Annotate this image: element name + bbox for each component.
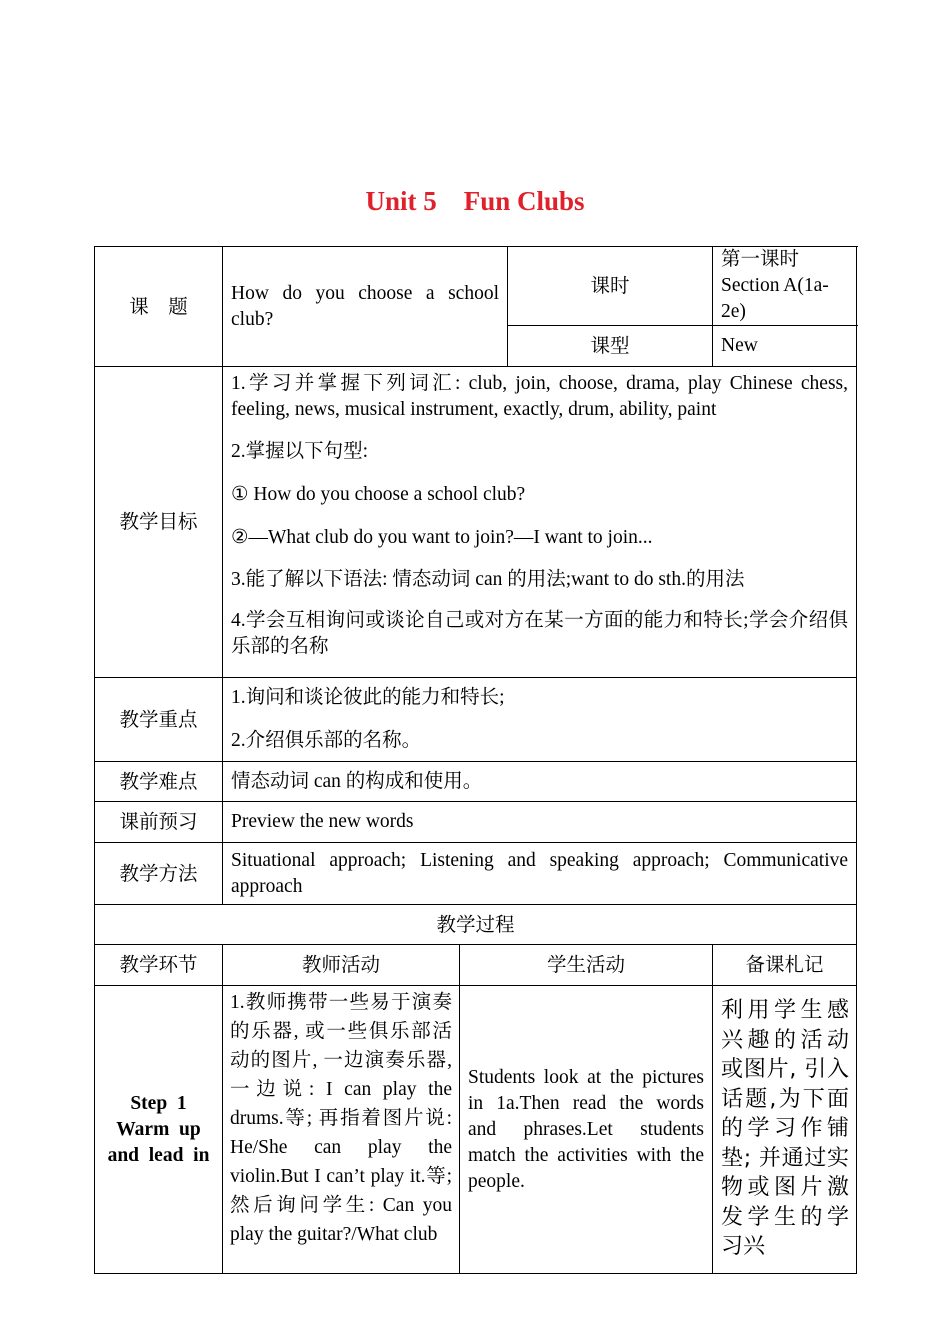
key-points-label: 教学重点 xyxy=(95,678,223,762)
goal-item: 3.能了解以下语法: 情态动词 can 的用法;want to do sth.的用法 xyxy=(231,569,745,590)
header-stage: 教学环节 xyxy=(95,945,223,986)
goal-item: 4.学会互相询问或谈论自己或对方在某一方面的能力和特长;学会介绍俱乐部的名称 xyxy=(231,610,849,657)
topic-value: How do you choose a school club? xyxy=(223,247,508,367)
methods-label: 教学方法 xyxy=(95,843,223,905)
header-student-activity: 学生活动 xyxy=(460,945,713,986)
step-line: and lead in xyxy=(107,1144,210,1166)
period-value: 第一课时 Section A(1a-2e) xyxy=(713,247,857,326)
header-notes: 备课札记 xyxy=(713,945,857,986)
preview-value: Preview the new words xyxy=(223,802,857,843)
topic-label: 课 题 xyxy=(95,247,223,367)
type-label: 课型 xyxy=(508,326,713,367)
page-title: Unit 5 Fun Clubs xyxy=(365,186,585,216)
key-point-item: 2.介绍俱乐部的名称。 xyxy=(231,730,422,751)
methods-value xyxy=(223,843,857,905)
goals-cell xyxy=(223,367,857,678)
difficulties-value: 情态动词 can 的构成和使用。 xyxy=(223,762,857,802)
goal-item: ① How do you choose a school club? xyxy=(231,484,526,505)
header-teacher-activity: 教师活动 xyxy=(223,945,460,986)
methods-text: Situational approach; Listening and speaking approach; Communicative approach xyxy=(231,849,849,897)
student-activity: Students look at the pictures in 1a.Then read the words and phrases.Let students match the activities with the people. xyxy=(460,986,713,1274)
difficulties-label: 教学难点 xyxy=(95,762,223,802)
goals-label: 教学目标 xyxy=(95,367,223,678)
step-cell xyxy=(95,986,223,1274)
preview-label: 课前预习 xyxy=(95,802,223,843)
key-points-cell xyxy=(223,678,857,762)
notes-cell xyxy=(713,986,857,1274)
goal-item: ②—What club do you want to join?—I want to join... xyxy=(231,527,653,548)
goal-item: 1.学习并掌握下列词汇: club, join, choose, drama, play Chinese chess, feeling, news, musical instrument, exactly, drum, ability, paint xyxy=(231,373,849,420)
goal-item: 2.掌握以下句型: xyxy=(231,441,369,462)
notes-text: 利用学生感兴趣的活动或图片, 引入话题,为下面的学习作铺垫; 并通过实物或图片激发学生的学习兴 xyxy=(721,998,850,1259)
teacher-activity xyxy=(223,986,460,1274)
period-label: 课时 xyxy=(508,247,713,326)
process-title: 教学过程 xyxy=(95,905,857,945)
step-line: Step 1 xyxy=(130,1092,187,1114)
type-value: New xyxy=(713,326,857,367)
lesson-plan-table xyxy=(94,246,857,1274)
teacher-activity-text: 1.教师携带一些易于演奏的乐器, 或一些俱乐部活动的图片, 一边演奏乐器, 一边说: I can play the drums.等; 再指着图片说: He/She can play the violin.But I can’t play it.等; 然后询问学生: Can you play the guitar?/What club xyxy=(230,992,452,1245)
key-point-item: 1.询问和谈论彼此的能力和特长; xyxy=(231,687,505,708)
step-line: Warm up xyxy=(116,1118,201,1140)
